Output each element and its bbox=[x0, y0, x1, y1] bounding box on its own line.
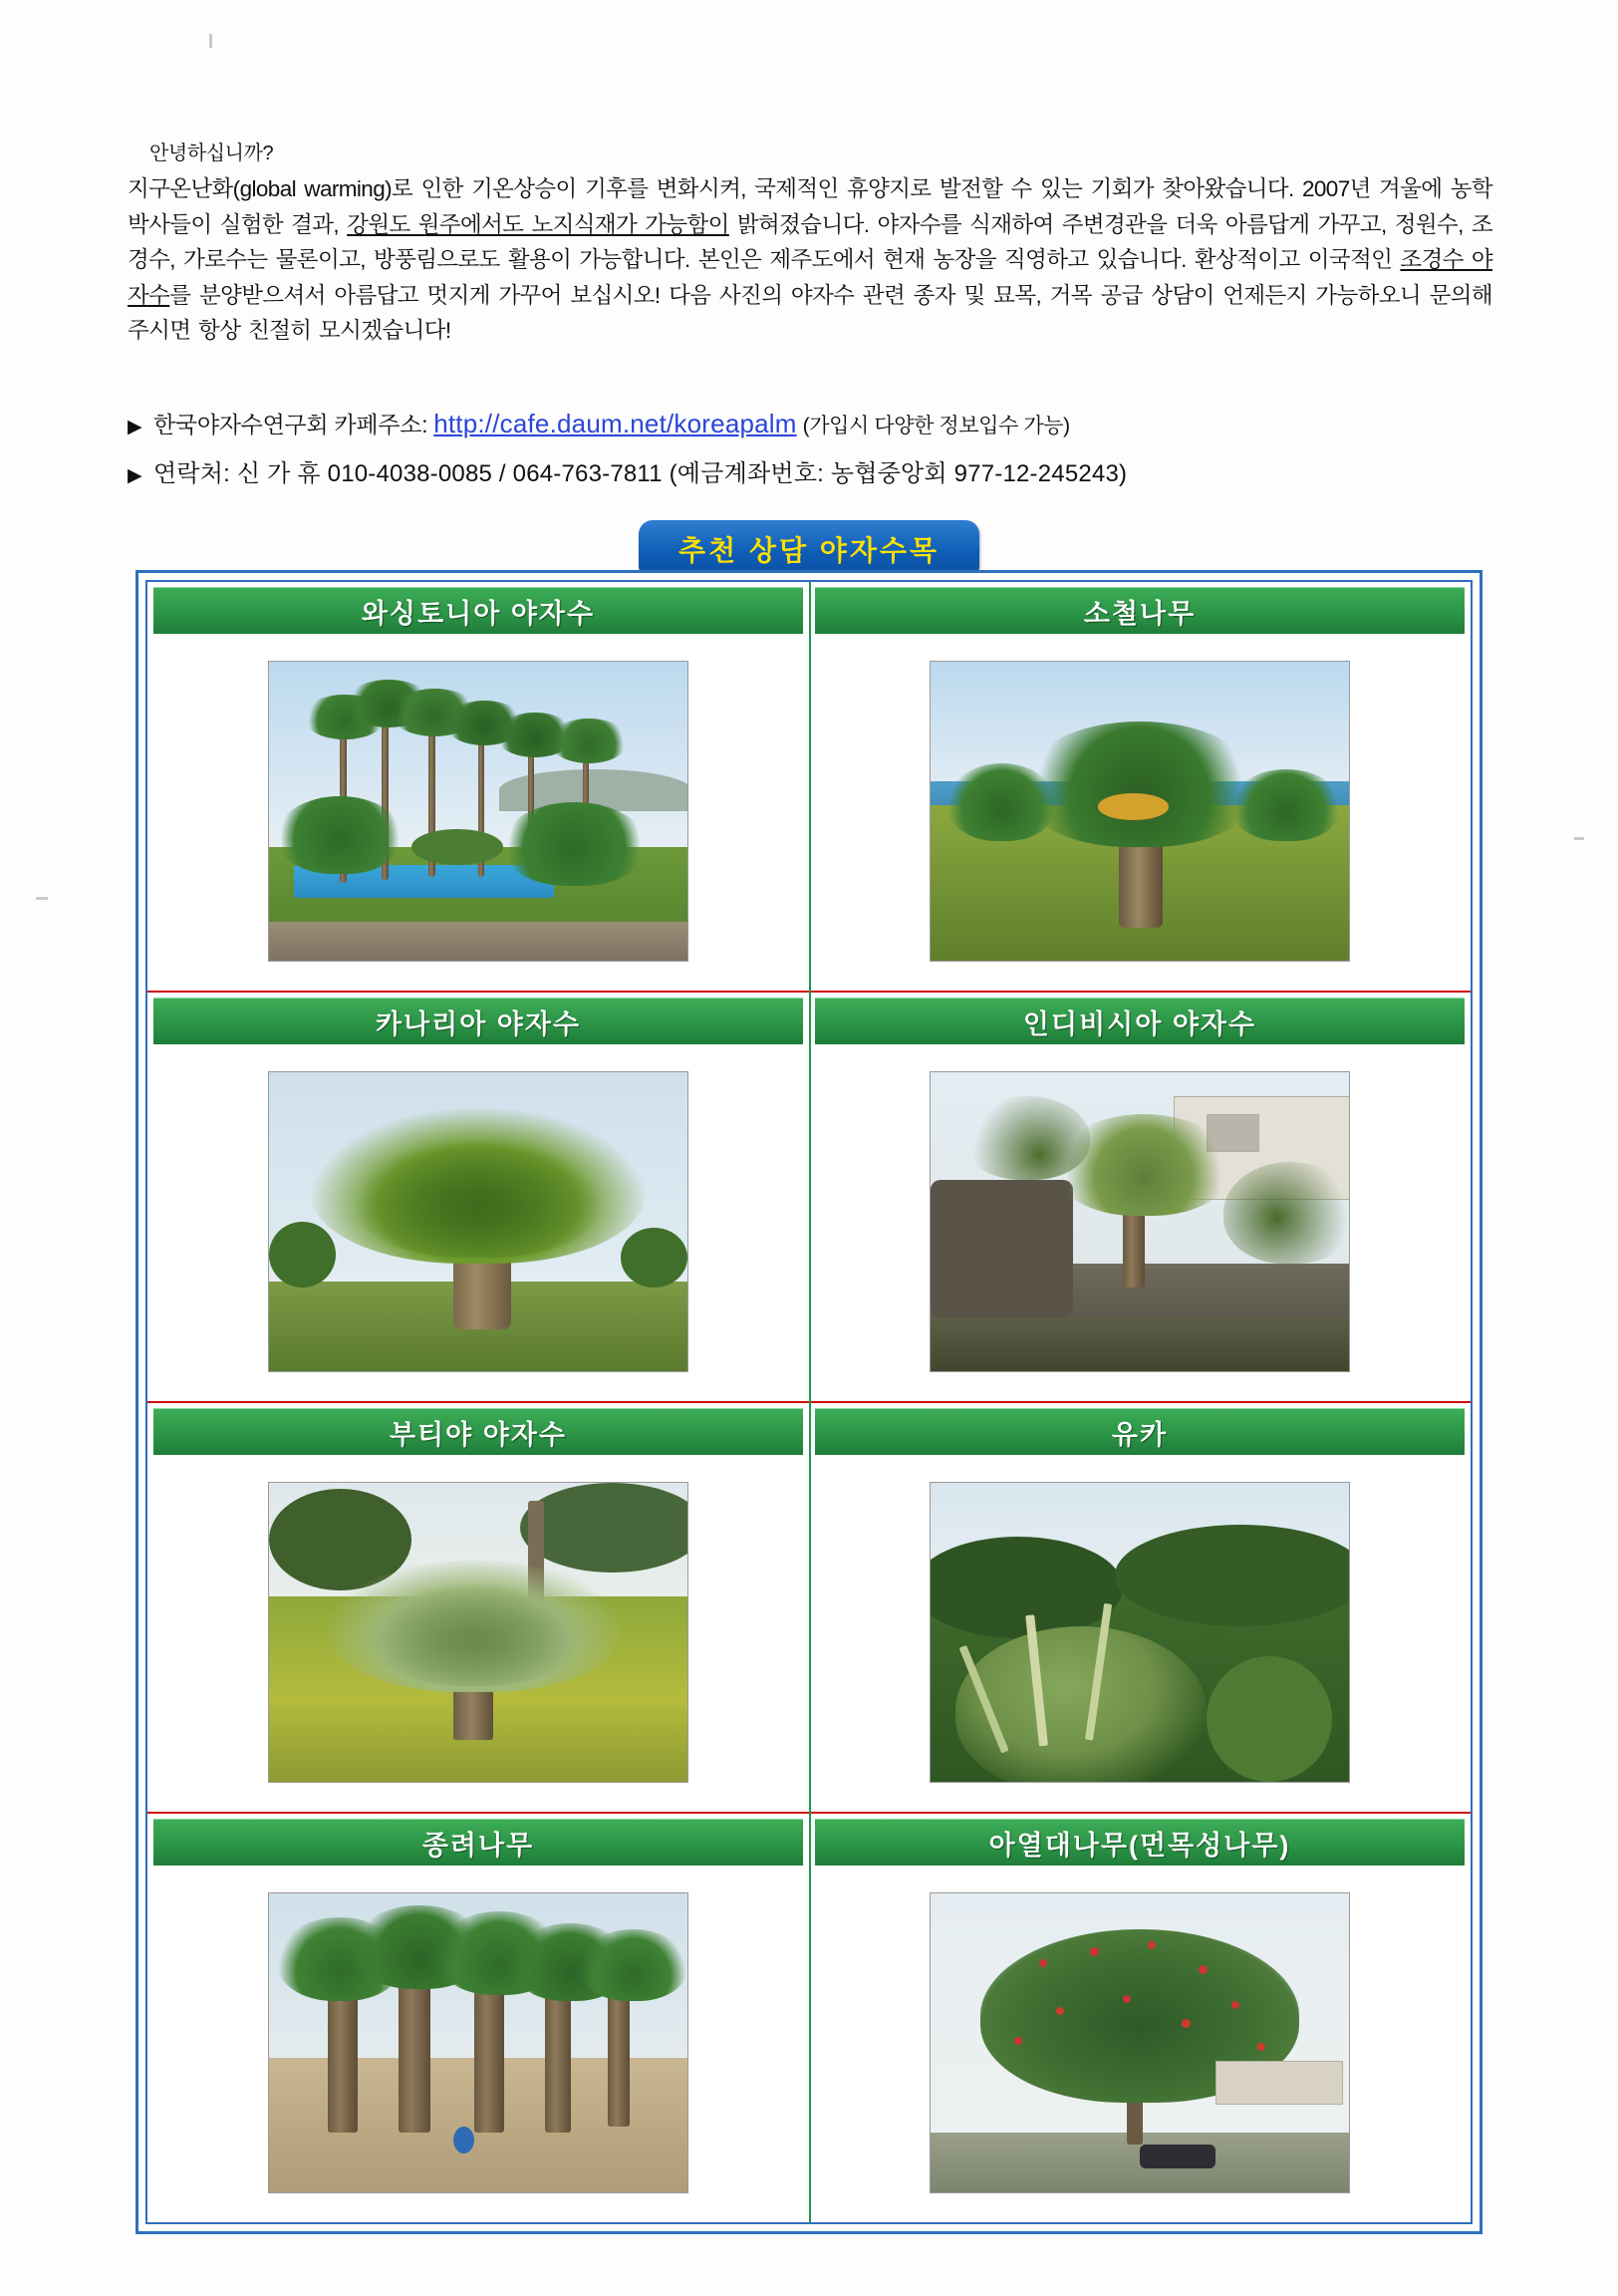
contact-block bbox=[128, 407, 1492, 502]
intro-part-2: 밝혀졌습니다. 야자수를 식재하여 주변경관을 더욱 아름답게 가꾸고, 정원수, 조경수, 가로수는 물론이고, 방풍림으로도 활용이 가능합니다. 본인은 제주도에서 현재 농장을 직영하고 있습니다. 환상적이고 이국적인 bbox=[128, 211, 1493, 273]
gallery-cell bbox=[147, 993, 809, 1401]
phone-and-account-label: 연락처: 신 가 휴 010-4038-0085 / 064-763-7811 (예금계좌번호: 농협중앙회 977-12-245243) bbox=[153, 460, 1128, 487]
gallery-cell bbox=[147, 582, 809, 991]
photo-butia-palm-on-grass bbox=[268, 1482, 688, 1783]
cell-caption: 카나리아 야자수 bbox=[153, 998, 803, 1044]
gallery-cell bbox=[809, 1814, 1471, 2222]
gallery-table-inner bbox=[145, 580, 1473, 2224]
photo-canary-island-date-palm bbox=[268, 1071, 688, 1372]
cell-caption: 유카 bbox=[815, 1408, 1465, 1455]
gallery-cell bbox=[147, 1814, 809, 2222]
photo-subtropical-flowering-tree bbox=[930, 1892, 1350, 2193]
cell-caption: 와싱토니아 야자수 bbox=[153, 587, 803, 634]
photo-area bbox=[809, 634, 1471, 991]
gallery-cell bbox=[147, 1403, 809, 1812]
intro-underline-1: 강원도 원주에서도 노지식재가 가능함이 bbox=[347, 211, 729, 237]
scan-artifact bbox=[1574, 837, 1584, 840]
gallery-cell bbox=[809, 582, 1471, 991]
cell-caption: 소철나무 bbox=[815, 587, 1465, 634]
intro-part-1: 지구온난화(global warming)로 인한 기온상승이 기후를 변화시켜, 국제적인 휴양지로 발전할 수 있는 기회가 찾아왔습니다. 2007년 겨울에 농학박사들이 실험한 결과, bbox=[128, 176, 1492, 237]
gallery-cell bbox=[809, 1403, 1471, 1812]
intro-paragraph bbox=[128, 171, 1492, 349]
scan-artifact bbox=[36, 897, 48, 900]
photo-cycad-tree-on-lawn bbox=[930, 661, 1350, 962]
intro-part-3: 를 분양받으셔서 아름답고 멋지게 가꾸어 보십시오! 다음 사진의 야자수 관련 종자 및 묘목, 거목 공급 상담이 언제든지 가능하오니 문의해 주시면 항상 친절히 모시겠습니다! bbox=[128, 282, 1492, 344]
intro-underline-2: 조경수 야자수 bbox=[128, 247, 1492, 308]
greeting-line: 안녕하십니까? bbox=[149, 143, 274, 164]
photo-area bbox=[809, 1455, 1471, 1812]
cell-caption: 종려나무 bbox=[153, 1819, 803, 1866]
photo-area bbox=[147, 1866, 809, 2222]
photo-area bbox=[147, 1044, 809, 1401]
photo-area bbox=[147, 634, 809, 991]
column-divider bbox=[809, 582, 811, 2222]
photo-area bbox=[809, 1044, 1471, 1401]
triangle-right-icon: ▶ bbox=[128, 465, 142, 486]
bullet-row-phone bbox=[128, 453, 1492, 488]
bullet-row-cafe bbox=[128, 407, 1492, 439]
scan-artifact bbox=[209, 34, 212, 48]
cafe-url-link[interactable]: http://cafe.daum.net/koreapalm bbox=[433, 409, 797, 438]
photo-windmill-palm-row bbox=[268, 1892, 688, 2193]
cell-caption: 인디비시아 야자수 bbox=[815, 998, 1465, 1044]
cafe-note: (가입시 다양한 정보입수 가능) bbox=[802, 415, 1070, 437]
cell-caption: 아열대나무(먼목성나무) bbox=[815, 1819, 1465, 1866]
photo-area bbox=[809, 1866, 1471, 2222]
intro-block bbox=[128, 140, 1492, 349]
recommend-banner: 추천 상담 야자수목 bbox=[639, 520, 979, 580]
triangle-right-icon: ▶ bbox=[128, 417, 142, 437]
gallery-table bbox=[135, 570, 1483, 2234]
photo-area bbox=[147, 1455, 809, 1812]
photo-washingtonia-palms-by-pool bbox=[268, 661, 688, 962]
cafe-label: 한국야자수연구회 카페주소: bbox=[153, 412, 428, 437]
photo-indivisa-palm-by-wall bbox=[930, 1071, 1350, 1372]
cell-caption: 부티야 야자수 bbox=[153, 1408, 803, 1455]
photo-yucca-in-bloom bbox=[930, 1482, 1350, 1783]
gallery-cell bbox=[809, 993, 1471, 1401]
